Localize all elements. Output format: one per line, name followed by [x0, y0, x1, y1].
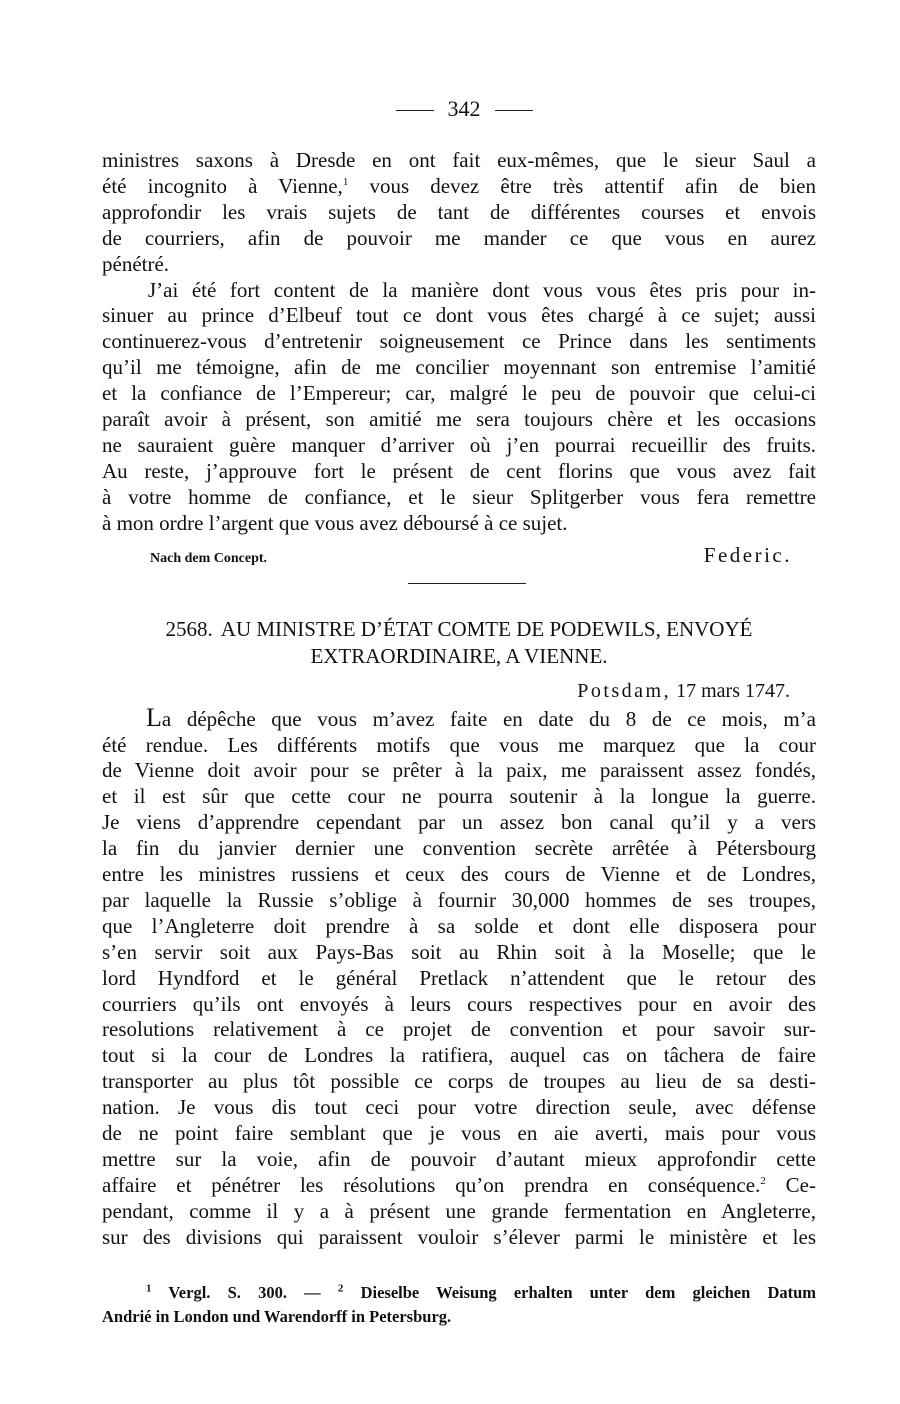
letter-heading-line-1: [102, 616, 816, 643]
page-number-dash-right: [495, 110, 533, 111]
document-page: [102, 96, 816, 1329]
letter-heading-text: AU MINISTRE D’ÉTAT COMTE DE PODEWILS, ENVOYÉ: [220, 616, 753, 641]
page-number-dash-left: [396, 110, 434, 111]
text-line: entre les ministres russiens et ceux des cours de Vienne et de Londres,: [102, 862, 816, 887]
footnote-marker: 2: [760, 1174, 766, 1187]
text-line: s’en servir soit aux Pays-Bas soit au Rhin soit à la Moselle; que le: [102, 939, 816, 964]
letter-number: 2568.: [165, 616, 213, 641]
text-line: continuerez-vous d’entretenir soigneusement ce Prince dans les sentiments: [102, 329, 816, 354]
text-line: lord Hyndford et le général Pretlack n’attendent que le retour des: [102, 965, 816, 990]
text-line: de Vienne doit avoir pour se prêter à la paix, me paraissent assez fondés,: [102, 758, 816, 783]
footnote-number: 1: [146, 1282, 152, 1295]
signature: Federic.: [703, 542, 792, 567]
text-fragment: vous devez être très attentif afin de bien: [369, 173, 817, 198]
drop-cap: L: [146, 702, 162, 732]
text-line: approfondir les vrais sujets de tant de différentes courses et envois: [102, 199, 816, 224]
footnotes: [102, 1281, 816, 1329]
text-fragment: affaire et pénétrer les résolutions qu’on prendra en conséquence.: [102, 1172, 761, 1197]
previous-letter-body: [102, 148, 816, 537]
text-line: pendant, comme il y a à présent une grande fermentation en Angleterre,: [102, 1198, 816, 1223]
text-line: de ne point faire semblant que je vous en aie averti, mais pour vous: [102, 1121, 816, 1146]
text-fragment: a dépêche que vous m’avez faite en date du 8 de ce mois, m’a: [161, 706, 816, 731]
text-line: pénétré.: [102, 251, 170, 276]
text-line: que l’Angleterre doit prendre à sa solde et dont elle disposera pour: [102, 913, 816, 938]
text-line: paraît avoir à présent, son amitié me sera toujours chère et les occasions: [102, 407, 816, 432]
text-line: tout si la cour de Londres la ratifiera, auquel cas on tâchera de faire: [102, 1043, 816, 1068]
text-line: à votre homme de confiance, et le sieur Splitgerber vous fera remettre: [102, 484, 816, 509]
text-line: de courriers, afin de pouvoir me mander ce que vous en aurez: [102, 225, 816, 250]
text-line: et la confiance de l’Empereur; car, malgré le peu de pouvoir que celui-ci: [102, 381, 816, 406]
text-line: qu’il me témoigne, afin de me concilier moyennant son entremise l’amitié: [102, 355, 816, 380]
text-line: [102, 174, 816, 200]
dateline-date: 17 mars 1747.: [676, 679, 790, 702]
text-line: [102, 1173, 816, 1199]
letter-heading: [102, 616, 816, 670]
footnote-line: Andrié in London und Warendorff in Petersburg.: [102, 1306, 452, 1326]
text-line: sinuer au prince d’Elbeuf tout ce dont vous êtes chargé à ce sujet; aussi: [102, 303, 816, 328]
page-number-text: 342: [447, 96, 481, 121]
letter-heading-line-2: EXTRAORDINAIRE, A VIENNE.: [310, 643, 608, 668]
dateline-place: Potsdam,: [577, 679, 672, 702]
text-line: Au reste, j’approuve fort le présent de cent florins que vous avez fait: [102, 458, 816, 483]
signature-row: [102, 543, 816, 568]
footnote-marker: 1: [342, 175, 349, 188]
text-line: resolutions relativement à ce projet de convention et pour savoir sur-: [102, 1017, 816, 1042]
text-line: et il est sûr que cette cour ne pourra soutenir à la longue la guerre.: [102, 784, 816, 809]
page-number: [112, 96, 816, 122]
dateline: [102, 680, 790, 703]
text-line: Je viens d’apprendre cependant par un assez bon canal qu’il y a vers: [102, 810, 816, 835]
text-line: par laquelle la Russie s’oblige à fournir 30,000 hommes de ses troupes,: [102, 887, 816, 912]
text-line: transporter au plus tôt possible ce corps de troupes au lieu de sa desti-: [102, 1069, 816, 1094]
text-line: J’ai été fort content de la manière dont vous vous êtes pris pour in-: [148, 277, 816, 302]
letter-body: [102, 702, 816, 1251]
footnote-text: Vergl. S. 300. —: [168, 1282, 338, 1302]
text-line: ministres saxons à Dresde en ont fait eux-mêmes, que le sieur Saul a: [102, 148, 816, 172]
text-line: sur des divisions qui paraissent vouloir s’élever parmi le ministère et les: [102, 1224, 816, 1249]
text-line: été rendue. Les différents motifs que vous me marquez que la cour: [102, 732, 816, 757]
text-fragment: été incognito à Vienne,: [102, 173, 343, 198]
text-line: nation. Je vous dis tout ceci pour votre direction seule, avec défense: [102, 1095, 816, 1120]
footnote-text: Dieselbe Weisung erhalten unter dem gleichen Datum: [360, 1282, 817, 1302]
text-line: [102, 702, 816, 733]
footnote-number: 2: [337, 1282, 344, 1295]
source-note: Nach dem Concept.: [150, 550, 268, 566]
text-fragment: Ce-: [785, 1172, 816, 1197]
text-line: la fin du janvier dernier une convention secrète arrêtée à Pétersbourg: [102, 836, 816, 861]
footnote-line: [102, 1281, 816, 1305]
section-divider: [408, 583, 526, 584]
text-line: ne sauraient guère manquer d’arriver où j’en pourrai recueillir des fruits.: [102, 432, 816, 457]
text-line: mettre sur la voie, afin de pouvoir d’autant mieux approfondir cette: [102, 1147, 816, 1171]
text-line: à mon ordre l’argent que vous avez déboursé à ce sujet.: [102, 510, 568, 535]
text-line: courriers qu’ils ont envoyés à leurs cours respectives pour en avoir des: [102, 991, 816, 1016]
